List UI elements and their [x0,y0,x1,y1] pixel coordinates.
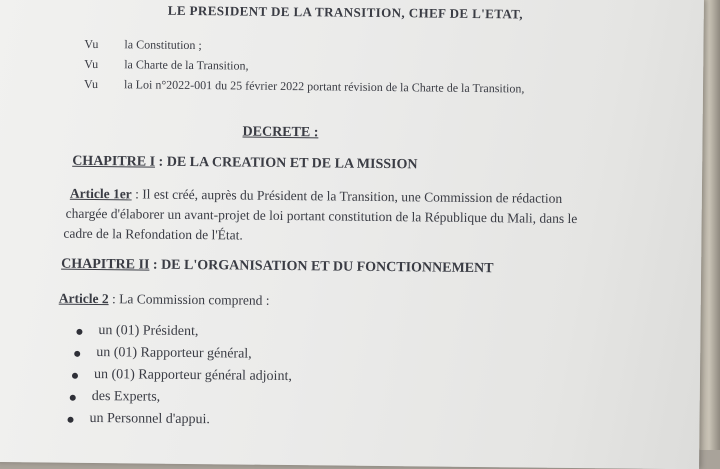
chapter-1-label: CHAPITRE I [72,153,156,170]
bullet-icon [74,351,80,357]
document-header: LE PRESIDENT DE LA TRANSITION, CHEF DE L'ETAT, [167,2,524,22]
chapter-1-heading [72,154,417,174]
list-item [64,389,292,413]
member-text: des Experts, [91,388,161,405]
article-1-text: : Il est créé, auprès du Président de la Transition, une Commission de rédaction [131,186,563,206]
chapter-2-label: CHAPITRE II [61,256,150,273]
bullet-icon [67,417,73,423]
list-item [70,323,292,347]
article-1-line-3: cadre de la Refondation de l'État. [63,225,243,243]
bullet-icon [70,395,76,401]
visa-prefix: Vu [84,56,99,72]
visa-prefix: Vu [83,76,99,92]
visa-text: la Constitution ; [124,37,202,53]
list-item [68,345,292,369]
article-1-label: Article 1er [69,185,132,202]
list-item [66,367,292,391]
article-1-line-1 [70,186,562,207]
member-text: un (01) Rapporteur général adjoint, [93,367,292,385]
chapter-2-heading [61,257,494,278]
visa-prefix: Vu [84,36,99,52]
article-2-text: : La Commission comprend : [108,291,270,308]
member-text: un (01) Président, [98,323,199,340]
list-item [61,411,291,435]
decrete-heading: DECRETE : [242,124,319,141]
article-1-line-2: chargée d'élaborer un avant-projet de loi portant constitution de la République du Mali, dans le [65,205,578,227]
visa-text: la Loi n°2022-001 du 25 février 2022 portant révision de la Charte de la Transition, [123,77,525,96]
member-text: un (01) Rapporteur général, [96,345,252,362]
article-2-line [59,291,270,309]
bullet-icon [76,329,82,335]
bullet-icon [72,373,78,379]
chapter-2-title: : DE L'ORGANISATION ET DU FONCTIONNEMENT [149,257,494,277]
chapter-1-title: : DE LA CREATION ET DE LA MISSION [155,154,418,173]
member-text: un Personnel d'appui. [89,410,210,428]
article-2-label: Article 2 [58,290,109,307]
members-list [65,323,292,435]
visa-text: la Charte de la Transition, [124,57,249,73]
